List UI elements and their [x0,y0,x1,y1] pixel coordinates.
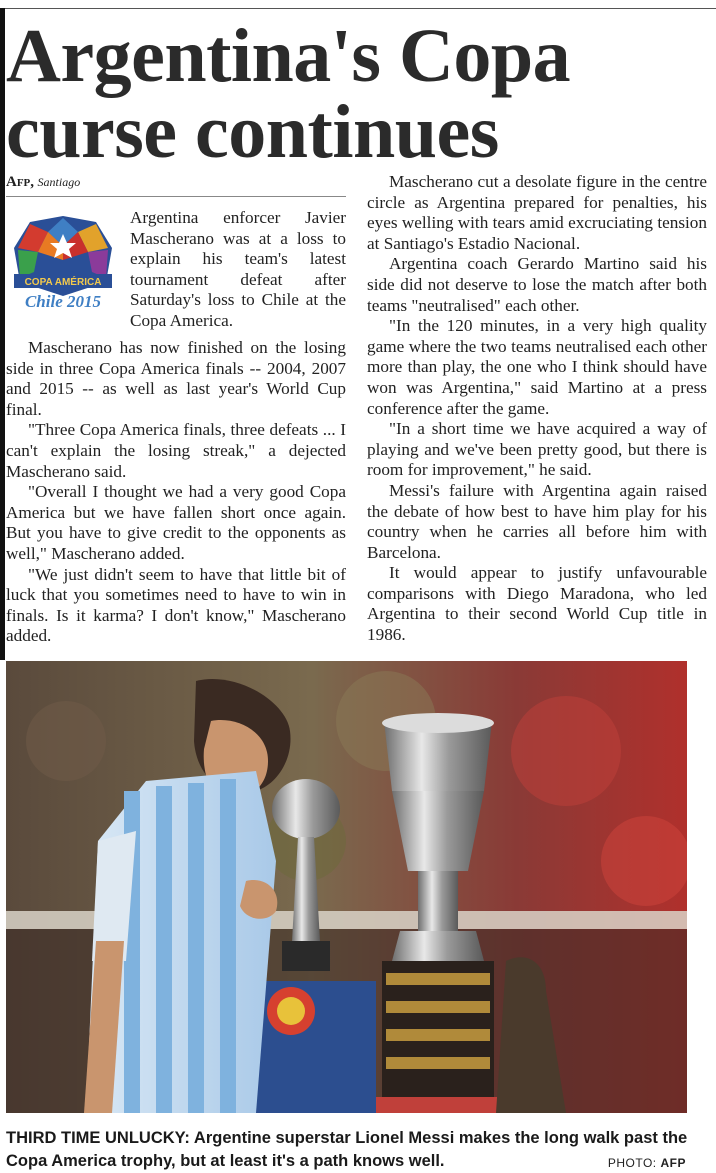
photo-credit-source: AFP [660,1156,686,1170]
body-paragraph: "Overall I thought we had a very good Copa America but we have fallen short once again. But you have to give credit to the opponents as well," Mascherano added. [6,482,346,563]
copa-america-logo [8,212,118,316]
headline: Argentina's Copa curse continues [6,14,571,174]
body-paragraph: Argentina coach Gerardo Martino said his side did not deserve to lose the match after both teams "neutralised" each other. [367,254,707,315]
article-column-left [6,338,346,647]
body-paragraph: Mascherano has now finished on the losing side in three Copa America finals -- 2004, 2007 and 2015 -- as well as last year's World Cup final. [6,338,346,419]
left-column-bar [0,8,5,660]
news-photo [6,661,687,1113]
photo-credit [608,1156,686,1170]
body-paragraph: It would appear to justify unfavourable comparisons with Diego Maradona, who led Argentina to their second World Cup title in 1986. [367,563,707,645]
body-paragraph: Mascherano cut a desolate figure in the centre circle as Argentina prepared for penalties, his eyes welling with tears amid excruciating tension at Santiago's Estadio Nacional. [367,172,707,253]
body-paragraph: "We just didn't seem to have that little bit of luck that you sometimes need to have to win in finals. Is it karma? I don't know," Mascherano added. [6,564,346,646]
byline [6,174,346,197]
logo-text-line2: Chile 2015 [24,292,102,311]
body-paragraph: "Three Copa America finals, three defeats ... I can't explain the losing streak," a dejected Mascherano said. [6,420,346,481]
logo-text-line1: COPA AMÉRICA [24,277,102,288]
top-rule [0,8,716,9]
byline-place: Santiago [37,175,81,189]
body-paragraph: "In the 120 minutes, in a very high quality game where the two teams neutralised each other more than play, the one who I think should have won was Argentina," said Martino at a press conference after the game. [367,316,707,418]
body-paragraph: Messi's failure with Argentina again raised the debate of how best to have him play for his country when he carries all before him with Barcelona. [367,480,707,562]
body-paragraph: "In a short time we have acquired a way of playing and we've been pretty good, but there is room for improvement," he said. [367,419,707,480]
lead-paragraph: Argentina enforcer Javier Mascherano was at a loss to explain his team's latest tournament defeat after Saturday's loss to Chile at the Copa America. [130,208,346,330]
photo-caption: THIRD TIME UNLUCKY: Argentine superstar Lionel Messi makes the long walk past the Copa America trophy, but at least it's a path knows well. [6,1129,688,1170]
byline-agency: Afp, [6,174,35,190]
article-column-right [367,172,707,646]
photo-credit-label: PHOTO: [607,1156,657,1170]
